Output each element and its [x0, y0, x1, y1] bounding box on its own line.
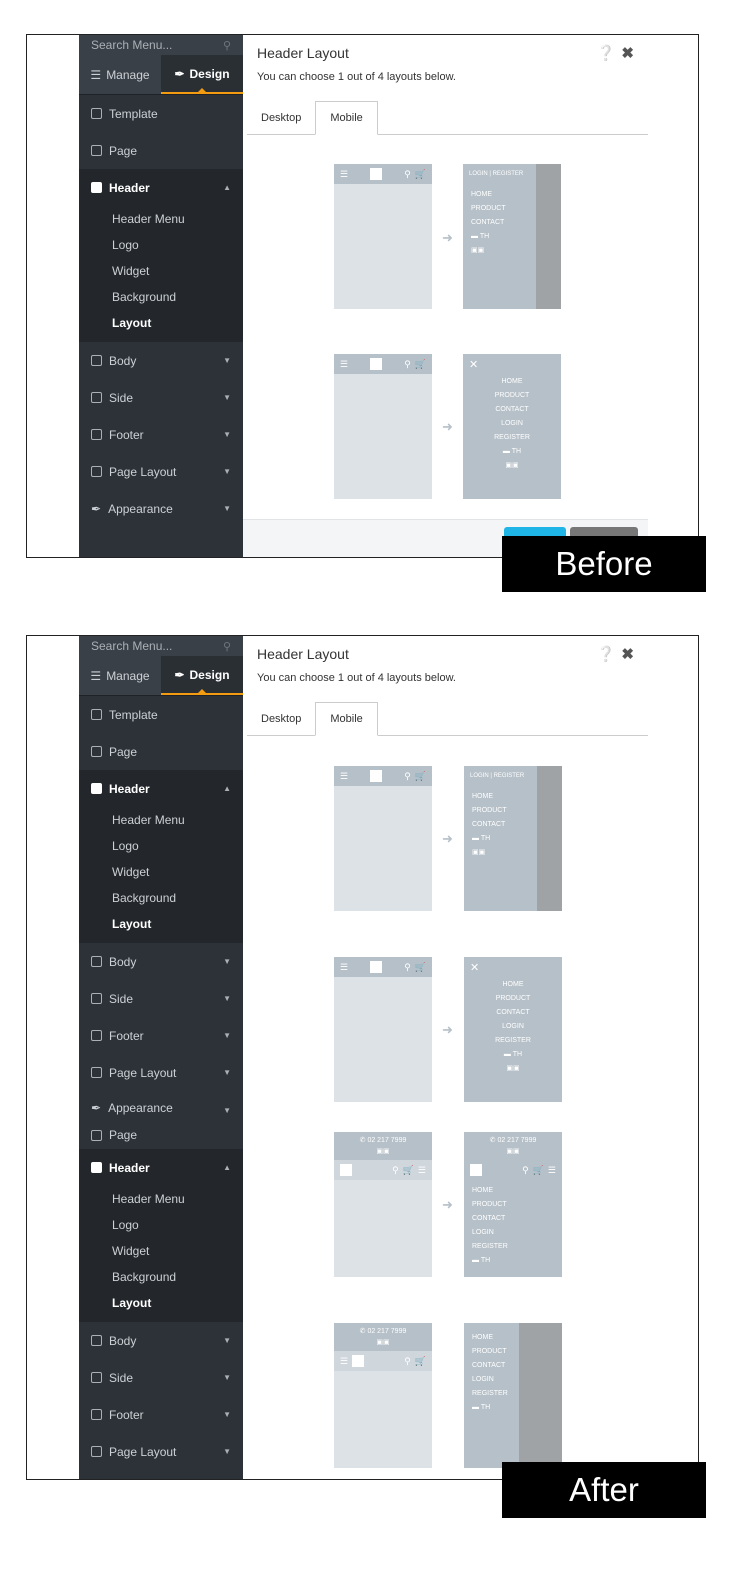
- search-icon: ⚲: [404, 770, 411, 781]
- sidebar-item-page[interactable]: [79, 132, 243, 169]
- phone-icon: ✆: [359, 1328, 366, 1335]
- caret-down-icon: ▼: [223, 1410, 231, 1419]
- menu-register: REGISTER: [494, 434, 530, 441]
- footer-icon: [91, 429, 102, 440]
- page-icon: [91, 1130, 102, 1141]
- layout-4-after[interactable]: [464, 1323, 562, 1468]
- flag-icon: ▬: [472, 835, 479, 842]
- menu-home: HOME: [472, 793, 493, 800]
- line-icon: ▣: [383, 1339, 390, 1346]
- caret-down-icon: ▼: [223, 1031, 231, 1040]
- header-layout-panel: [243, 636, 698, 1479]
- logo-placeholder: [370, 770, 382, 782]
- facebook-icon: ▣: [506, 1148, 513, 1155]
- sidebar-item-label: Header: [109, 1160, 150, 1175]
- brush-icon: ✒: [174, 66, 185, 81]
- search-placeholder: Search Menu...: [91, 38, 173, 52]
- sidebar-item-header[interactable]: [79, 169, 243, 206]
- search-icon: ⚲: [404, 358, 411, 369]
- layout-4-before[interactable]: [334, 1323, 432, 1468]
- after-label: After: [502, 1462, 706, 1518]
- menu-product: PRODUCT: [472, 807, 507, 814]
- sidebar-item-label: Header: [109, 781, 150, 796]
- search-input[interactable]: [79, 35, 243, 55]
- search-icon: ⚲: [404, 961, 411, 972]
- sidebar-item-footer[interactable]: [79, 1017, 243, 1054]
- layout-2-after[interactable]: [464, 957, 562, 1102]
- subitem-layout[interactable]: Layout: [112, 1296, 152, 1310]
- flag-icon: ▬: [472, 1257, 479, 1264]
- sidebar-item-side[interactable]: [79, 980, 243, 1017]
- caret-down-icon: ▼: [223, 1068, 231, 1077]
- sidebar-duplicate: [79, 1121, 243, 1479]
- lang-label: TH: [511, 448, 522, 455]
- search-icon: ⚲: [404, 1355, 411, 1366]
- arrow-right-icon: ➜: [442, 419, 453, 434]
- flag-icon: ▬: [503, 1051, 511, 1058]
- header-icon: [91, 783, 102, 794]
- panel-actions: [597, 645, 640, 663]
- sidebar-item-label: Body: [109, 353, 137, 368]
- search-input[interactable]: [79, 636, 243, 656]
- header-icon: [91, 1162, 102, 1173]
- menu-home: HOME: [472, 1187, 493, 1194]
- tab-design-label: Design: [189, 667, 230, 682]
- menu-home: HOME: [471, 191, 492, 198]
- cart-icon: 🛒: [532, 1164, 544, 1175]
- subitem-header-menu[interactable]: Header Menu: [112, 212, 185, 226]
- subitem-layout[interactable]: Layout: [112, 917, 152, 931]
- panel-actions: [597, 44, 640, 62]
- menu-login: LOGIN: [501, 420, 523, 427]
- menu-product: PRODUCT: [472, 1201, 507, 1208]
- sidebar: [79, 35, 243, 558]
- layout-3-after[interactable]: [464, 1132, 562, 1277]
- subitem-logo[interactable]: Logo: [112, 839, 139, 853]
- layout-3-before[interactable]: [334, 1132, 432, 1277]
- sidebar-item-label: Footer: [109, 1028, 144, 1043]
- menu-contact: CONTACT: [472, 1215, 506, 1222]
- sidebar-item-footer[interactable]: [79, 1396, 243, 1433]
- phone-icon: ✆: [359, 1137, 366, 1144]
- menu-product: PRODUCT: [495, 995, 531, 1002]
- header-icon: [91, 182, 102, 193]
- caret-down-icon: ▼: [223, 1336, 231, 1345]
- login-register-text: LOGIN | REGISTER: [470, 773, 525, 779]
- sidebar-item-side[interactable]: [79, 379, 243, 416]
- sidebar-item-label: Template: [109, 106, 158, 121]
- body-icon: [91, 1335, 102, 1346]
- sidebar-item-page-layout[interactable]: [79, 453, 243, 490]
- sidebar-item-label: Page Layout: [109, 1065, 177, 1080]
- line-icon: ▣: [513, 1065, 520, 1072]
- menu-contact: CONTACT: [472, 1362, 506, 1369]
- close-icon: ✕: [470, 962, 480, 974]
- close-icon[interactable]: ✖: [621, 45, 640, 62]
- side-icon: [91, 993, 102, 1004]
- caret-down-icon: ▼: [223, 504, 231, 513]
- layout-1-before[interactable]: [334, 164, 432, 309]
- before-label: Before: [502, 536, 706, 592]
- line-icon: ▣: [477, 247, 485, 254]
- sidebar-item-footer[interactable]: [79, 416, 243, 453]
- panel-title: Header Layout: [257, 45, 349, 61]
- caret-down-icon: ▼: [223, 1447, 231, 1456]
- flag-icon: ▬: [471, 233, 478, 240]
- tab-manage-label: Manage: [106, 67, 150, 82]
- caret-up-icon: ▲: [223, 784, 231, 793]
- caret-up-icon: ▲: [223, 183, 231, 192]
- sidebar-item-page-layout[interactable]: [79, 1433, 243, 1470]
- lang-label: TH: [512, 1051, 523, 1058]
- help-icon[interactable]: ❔: [596, 45, 622, 62]
- caret-down-icon: ▼: [223, 994, 231, 1003]
- sidebar-item-label: Footer: [109, 1407, 144, 1422]
- search-icon: ⚲: [392, 1164, 399, 1175]
- line-icon: ▣: [512, 462, 519, 469]
- cart-icon: 🛒: [414, 1355, 426, 1366]
- menu-contact: CONTACT: [495, 406, 529, 413]
- facebook-icon: ▣: [376, 1339, 383, 1346]
- menu-register: REGISTER: [472, 1390, 508, 1397]
- facebook-icon: ▣: [471, 247, 478, 254]
- sidebar-item-template[interactable]: [79, 95, 243, 132]
- template-icon: [91, 709, 102, 720]
- subitem-widget[interactable]: Widget: [112, 1244, 150, 1258]
- template-icon: [91, 108, 102, 119]
- layout-2-before[interactable]: [334, 957, 432, 1102]
- caret-down-icon: ▼: [223, 1373, 231, 1382]
- subitem-header-menu[interactable]: Header Menu: [112, 1192, 185, 1206]
- cart-icon: 🛒: [414, 961, 427, 972]
- layout-1-after[interactable]: [464, 766, 562, 911]
- hamburger-icon: ☰: [340, 961, 349, 972]
- hamburger-icon: ☰: [547, 1164, 556, 1175]
- body-icon: [91, 355, 102, 366]
- caret-down-icon: ▼: [223, 957, 231, 966]
- page-layout-icon: [91, 466, 102, 477]
- close-icon[interactable]: ✖: [621, 646, 640, 663]
- subitem-logo[interactable]: Logo: [112, 238, 139, 252]
- layout-1-after[interactable]: [463, 164, 561, 309]
- subitem-logo[interactable]: Logo: [112, 1218, 139, 1232]
- tab-design[interactable]: [161, 55, 243, 94]
- layout-1-before[interactable]: [334, 766, 432, 911]
- after-screenshot: [26, 635, 699, 1480]
- hamburger-icon: ☰: [417, 1164, 426, 1175]
- sidebar-item-body[interactable]: [79, 1322, 243, 1359]
- menu-login: LOGIN: [472, 1376, 494, 1383]
- sidebar-item-label: Side: [109, 1370, 134, 1385]
- tab-desktop[interactable]: Desktop: [261, 111, 302, 124]
- sidebar-item-page[interactable]: [79, 733, 243, 770]
- layout-2-before[interactable]: [334, 354, 432, 499]
- logo-placeholder: [370, 961, 382, 973]
- panel-subtitle: You can choose 1 out of 4 layouts below.: [257, 71, 456, 83]
- sidebar-item-label: Body: [109, 1333, 137, 1348]
- sidebar-item-page-layout[interactable]: [79, 1054, 243, 1091]
- facebook-icon: ▣: [472, 849, 479, 856]
- caret-down-icon: ▼: [223, 430, 231, 439]
- page-layout-icon: [91, 1067, 102, 1078]
- lang-label: TH: [480, 835, 491, 842]
- sidebar-item-label: Page Layout: [109, 464, 177, 479]
- sidebar-item-appearance[interactable]: [79, 1091, 243, 1115]
- sidebar-item-label: Page: [109, 744, 138, 759]
- list-icon: ☰: [90, 67, 102, 82]
- sidebar-item-label: Footer: [109, 427, 144, 442]
- menu-contact: CONTACT: [471, 219, 505, 226]
- flag-icon: ▬: [502, 448, 510, 455]
- page-icon: [91, 145, 102, 156]
- sidebar-item-header[interactable]: [79, 1149, 243, 1186]
- sidebar-item-label: Template: [109, 707, 158, 722]
- subitem-widget[interactable]: Widget: [112, 264, 150, 278]
- side-icon: [91, 392, 102, 403]
- caret-down-icon: ▼: [223, 1106, 231, 1115]
- subitem-layout[interactable]: Layout: [112, 316, 152, 330]
- body-icon: [91, 956, 102, 967]
- brush-icon: ✒: [91, 501, 102, 516]
- sidebar-item-template[interactable]: [79, 696, 243, 733]
- cart-icon: 🛒: [414, 358, 427, 369]
- subitem-background[interactable]: Background: [112, 891, 177, 905]
- help-icon[interactable]: ❔: [596, 646, 622, 663]
- menu-home: HOME: [472, 1334, 493, 1341]
- tab-manage[interactable]: [79, 656, 161, 695]
- brush-icon: ✒: [174, 667, 185, 682]
- sidebar-item-label: Page: [109, 143, 138, 158]
- sidebar-item-label: Header: [109, 180, 150, 195]
- logo-placeholder: [352, 1355, 364, 1367]
- search-icon: ⚲: [222, 640, 231, 653]
- phone-number: 02 217 7999: [497, 1137, 537, 1144]
- side-icon: [91, 1372, 102, 1383]
- sidebar-item-label: Page: [109, 1128, 138, 1142]
- facebook-icon: ▣: [505, 462, 512, 469]
- tab-manage-label: Manage: [106, 668, 150, 683]
- phone-number: 02 217 7999: [367, 1328, 407, 1335]
- panel-title: Header Layout: [257, 646, 349, 662]
- menu-product: PRODUCT: [471, 205, 506, 212]
- arrow-right-icon: ➜: [442, 230, 453, 245]
- caret-up-icon: ▲: [223, 1163, 231, 1172]
- search-icon: ⚲: [404, 168, 411, 179]
- list-icon: ☰: [90, 668, 102, 683]
- login-register-text: LOGIN | REGISTER: [469, 171, 524, 177]
- sidebar-item-label: Body: [109, 954, 137, 969]
- arrow-right-icon: ➜: [442, 831, 453, 846]
- caret-down-icon: ▼: [223, 356, 231, 365]
- logo-placeholder: [340, 1164, 352, 1176]
- layout-tabs: [247, 101, 648, 135]
- lang-label: TH: [479, 233, 490, 240]
- logo-placeholder: [470, 1164, 482, 1176]
- sidebar-item-header[interactable]: [79, 770, 243, 807]
- cart-icon: 🛒: [414, 770, 427, 781]
- sidebar-item-page[interactable]: [79, 1121, 243, 1149]
- brush-icon: ✒: [91, 1101, 102, 1115]
- menu-login: LOGIN: [472, 1229, 494, 1236]
- subitem-background[interactable]: Background: [112, 290, 177, 304]
- sidebar-item-body[interactable]: [79, 342, 243, 379]
- arrow-right-icon: ➜: [442, 1197, 453, 1212]
- menu-home: HOME: [501, 378, 523, 385]
- search-icon: ⚲: [222, 39, 231, 52]
- tab-manage[interactable]: [79, 55, 161, 94]
- arrow-right-icon: ➜: [442, 1022, 453, 1037]
- page-icon: [91, 746, 102, 757]
- hamburger-icon: ☰: [340, 1355, 349, 1366]
- sidebar-item-label: Side: [109, 991, 134, 1006]
- menu-product: PRODUCT: [472, 1348, 507, 1355]
- lang-label: TH: [480, 1257, 491, 1264]
- sidebar-item-side[interactable]: [79, 1359, 243, 1396]
- cart-icon: 🛒: [402, 1164, 414, 1175]
- sidebar-item-label: Side: [109, 390, 134, 405]
- search-icon: ⚲: [522, 1164, 529, 1175]
- cart-icon: 🛒: [414, 168, 427, 179]
- panel-subtitle: You can choose 1 out of 4 layouts below.: [257, 672, 456, 684]
- facebook-icon: ▣: [506, 1065, 513, 1072]
- flag-icon: ▬: [472, 1404, 479, 1411]
- layout-2-after[interactable]: [463, 354, 561, 499]
- layout-tabs: [247, 702, 648, 736]
- menu-contact: CONTACT: [472, 821, 506, 828]
- logo-placeholder: [370, 168, 382, 180]
- subitem-background[interactable]: Background: [112, 1270, 177, 1284]
- menu-register: REGISTER: [495, 1037, 531, 1044]
- line-icon: ▣: [478, 849, 486, 856]
- phone-number: 02 217 7999: [367, 1137, 407, 1144]
- sidebar: [79, 636, 243, 1123]
- tab-design[interactable]: [161, 656, 243, 695]
- menu-product: PRODUCT: [494, 392, 530, 399]
- tab-mobile[interactable]: Mobile: [315, 702, 377, 736]
- phone-icon: ✆: [489, 1137, 496, 1144]
- menu-register: REGISTER: [472, 1243, 508, 1250]
- sidebar-item-label: Appearance: [108, 1101, 173, 1115]
- line-icon: ▣: [383, 1148, 390, 1155]
- footer-icon: [91, 1409, 102, 1420]
- sidebar-item-label: Page Layout: [109, 1444, 177, 1459]
- tab-design-label: Design: [189, 66, 230, 81]
- close-icon: ✕: [469, 359, 479, 371]
- caret-down-icon: ▼: [223, 393, 231, 402]
- line-icon: ▣: [513, 1148, 520, 1155]
- footer-icon: [91, 1030, 102, 1041]
- facebook-icon: ▣: [376, 1148, 383, 1155]
- lang-label: TH: [480, 1404, 491, 1411]
- menu-login: LOGIN: [502, 1023, 524, 1030]
- caret-down-icon: ▼: [223, 467, 231, 476]
- sidebar-item-label: Appearance: [108, 501, 173, 516]
- before-screenshot: [26, 34, 699, 558]
- subitem-widget[interactable]: Widget: [112, 865, 150, 879]
- hamburger-icon: ☰: [340, 168, 349, 179]
- header-layout-panel: [243, 35, 698, 557]
- page-layout-icon: [91, 1446, 102, 1457]
- tab-desktop[interactable]: Desktop: [261, 712, 302, 725]
- hamburger-icon: ☰: [340, 358, 349, 369]
- sidebar-item-body[interactable]: [79, 943, 243, 980]
- menu-home: HOME: [502, 981, 524, 988]
- search-placeholder: Search Menu...: [91, 639, 173, 653]
- hamburger-icon: ☰: [340, 770, 349, 781]
- tab-mobile[interactable]: Mobile: [315, 101, 377, 135]
- sidebar-item-appearance[interactable]: [79, 490, 243, 527]
- logo-placeholder: [370, 358, 382, 370]
- subitem-header-menu[interactable]: Header Menu: [112, 813, 185, 827]
- menu-contact: CONTACT: [496, 1009, 530, 1016]
